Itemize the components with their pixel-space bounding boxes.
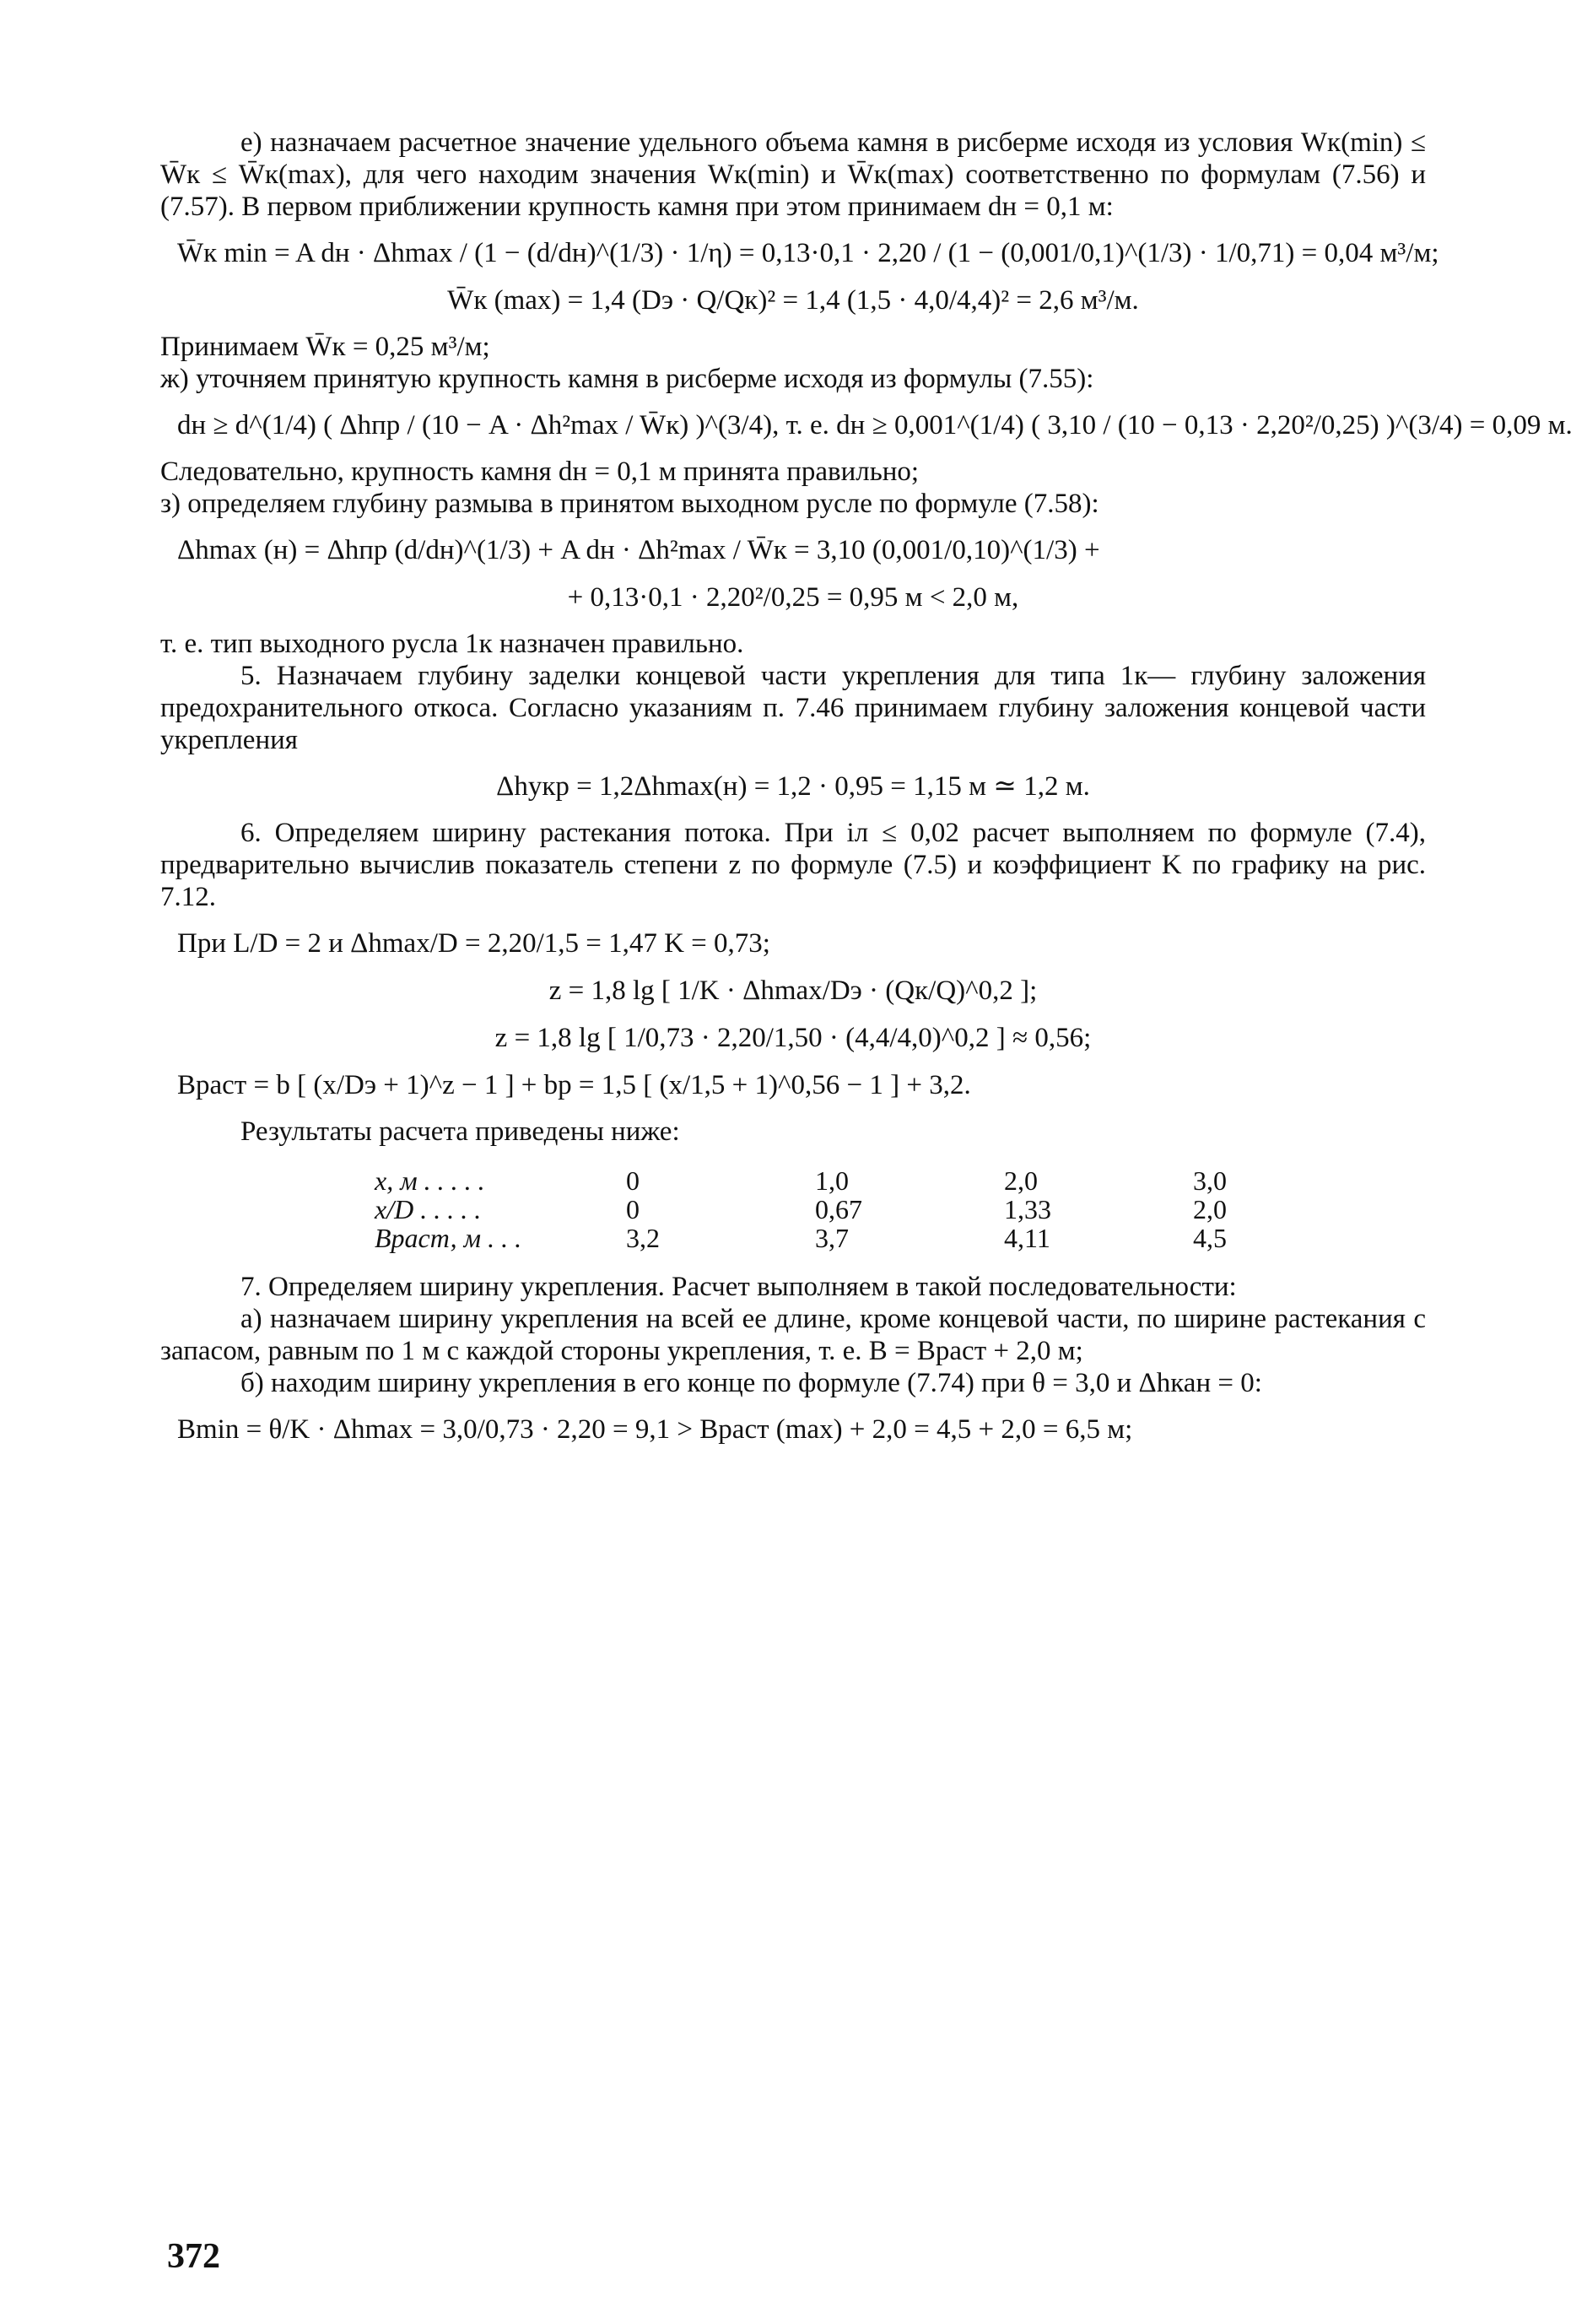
formula-z-general: z = 1,8 lg [ 1/K · Δhmax/Dэ · (Qк/Q)^0,2 ]; xyxy=(548,976,1038,1006)
table-cell: 2,0 xyxy=(1004,1165,1038,1196)
paragraph-results-intro: Результаты расчета приведены ниже: xyxy=(240,1116,680,1147)
formula-b-rast: Bраст = b [ (x/Dэ + 1)^z − 1 ] + bр = 1,5 [ (x/1,5 + 1)^0,56 − 1 ] + 3,2. xyxy=(177,1070,971,1100)
table-row xyxy=(363,1166,1370,1195)
page-number: 372 xyxy=(167,2237,220,2276)
formula-b-min: Bmin = θ/K · Δhmax = 3,0/0,73 · 2,20 = 9,1 > Bраст (max) + 2,0 = 4,5 + 2,0 = 6,5 м; xyxy=(177,1414,1133,1445)
formula-w-min: W̄к min = A dн · Δhmax / (1 − (d/dн)^(1/3) · 1/η) = 0,13·0,1 · 2,20 / (1 − (0,001/0,1)^(1/3) · 1/0,71) = 0,04 м³/м; xyxy=(177,238,1439,268)
table-cell: 0,67 xyxy=(815,1194,862,1224)
paragraph-5: 5. Назначаем глубину заделки концевой части укрепления для типа 1к— глубину заложения предохранительного откоса. Согласно указаниям п. 7.46 принимаем глубину заложения концевой части укрепления xyxy=(160,661,1426,755)
formula-dh-max-1: Δhmax (н) = Δhпр (d/dн)^(1/3) + A dн · Δh²max / W̄к = 3,10 (0,001/0,10)^(1/3) + xyxy=(177,535,1100,565)
table-cell: 0 xyxy=(626,1194,640,1224)
table-cell: 3,7 xyxy=(815,1223,849,1253)
row-label: Bраст, м . . . xyxy=(375,1223,522,1253)
table-cell: 4,11 xyxy=(1004,1223,1050,1253)
paragraph-e: е) назначаем расчетное значение удельного объема камня в рисберме исходя из условия Wк(min) ≤ W̄к ≤ W̄к(max), для чего находим значения Wк(min) и W̄к(max) соответственно по формулам (7.56) и (7.57). В первом приближении крупность камня при этом принимаем dн = 0,1 м: xyxy=(160,127,1426,222)
table-cell: 4,5 xyxy=(1193,1223,1227,1253)
paragraph-z: з) определяем глубину размыва в принятом выходном русле по формуле (7.58): xyxy=(160,489,1099,519)
table-cell: 2,0 xyxy=(1193,1194,1227,1224)
table-row xyxy=(363,1224,1370,1252)
table-cell: 0 xyxy=(626,1165,640,1196)
formula-dh-max-2: + 0,13·0,1 · 2,20²/0,25 = 0,95 м < 2,0 м, xyxy=(567,582,1019,613)
paragraph-type-ok: т. е. тип выходного русла 1к назначен правильно. xyxy=(160,629,744,659)
page-body xyxy=(160,127,1573,1460)
table-cell: 3,0 xyxy=(1193,1165,1227,1196)
formula-dn: dн ≥ d^(1/4) ( Δhпр / (10 − A · Δh²max / W̄к) )^(3/4), т. е. dн ≥ 0,001^(1/4) ( 3,10 / (10 − 0,13 · 2,20²/0,25) )^(3/4) = 0,09 м. xyxy=(177,410,1573,440)
paragraph-accept: Принимаем W̄к = 0,25 м³/м; xyxy=(160,332,490,362)
table-cell: 1,33 xyxy=(1004,1194,1051,1224)
row-label: x, м . . . . . xyxy=(375,1165,485,1196)
paragraph-consequently: Следовательно, крупность камня dн = 0,1 м принята правильно; xyxy=(160,457,920,487)
results-table xyxy=(363,1166,1370,1252)
paragraph-a: а) назначаем ширину укрепления на всей ее длине, кроме концевой части, по ширине растекания с запасом, равным по 1 м с каждой стороны укрепления, т. е. B = Bраст + 2,0 м; xyxy=(160,1304,1426,1366)
table-row xyxy=(363,1195,1370,1224)
formula-dh-ukr: Δhукр = 1,2Δhmax(н) = 1,2 · 0,95 = 1,15 м ≃ 1,2 м. xyxy=(496,771,1090,802)
paragraph-zh: ж) уточняем принятую крупность камня в рисберме исходя из формулы (7.55): xyxy=(160,364,1094,394)
paragraph-6: 6. Определяем ширину растекания потока. При iл ≤ 0,02 расчет выполняем по формуле (7.4), предварительно вычислив показатель степени z по формуле (7.5) и коэффициент K по графику на рис. 7.12. xyxy=(160,818,1426,912)
table-cell: 1,0 xyxy=(815,1165,849,1196)
paragraph-7: 7. Определяем ширину укрепления. Расчет выполняем в такой последовательности: xyxy=(240,1272,1237,1302)
row-label: x/D . . . . . xyxy=(375,1194,482,1224)
formula-z-value: z = 1,8 lg [ 1/0,73 · 2,20/1,50 · (4,4/4,0)^0,2 ] ≈ 0,56; xyxy=(494,1023,1092,1053)
table-cell: 3,2 xyxy=(626,1223,660,1253)
formula-w-max: W̄к (max) = 1,4 (Dэ · Q/Qк)² = 1,4 (1,5 · 4,0/4,4)² = 2,6 м³/м. xyxy=(447,285,1139,316)
paragraph-b: б) находим ширину укрепления в его конце по формуле (7.74) при θ = 3,0 и Δhкан = 0: xyxy=(240,1368,1262,1398)
formula-pri: При L/D = 2 и Δhmax/D = 2,20/1,5 = 1,47 K = 0,73; xyxy=(177,928,770,959)
